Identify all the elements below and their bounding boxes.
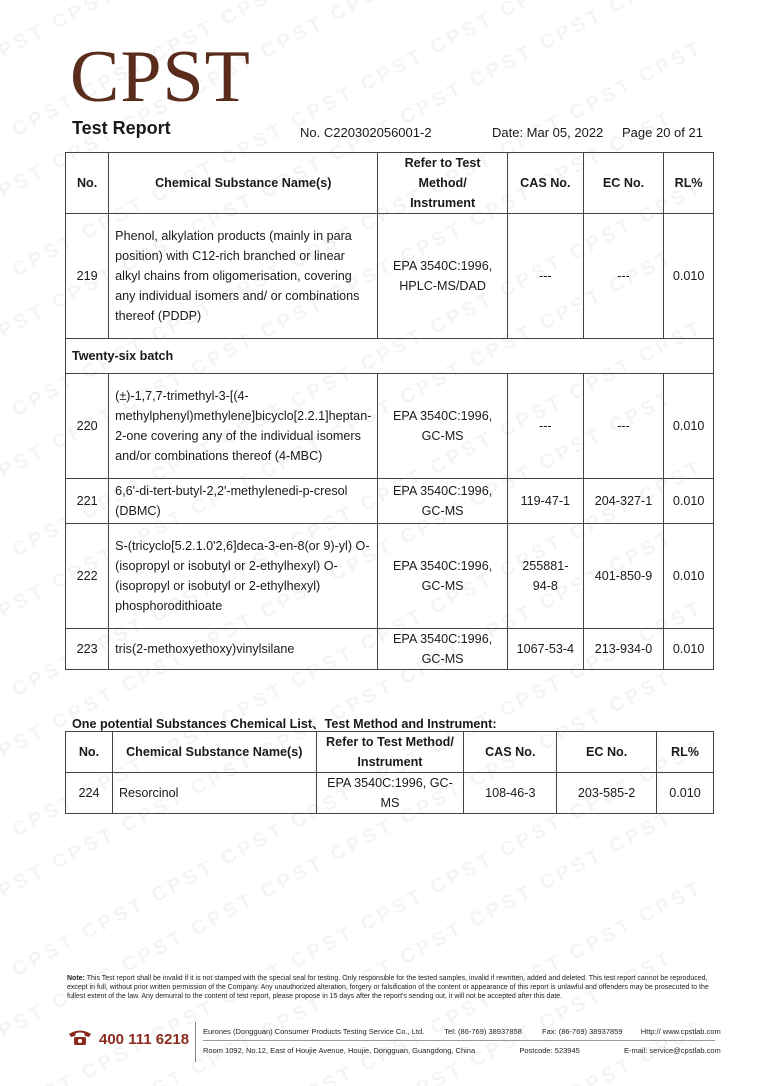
table-row: [66, 524, 714, 629]
row-cas: ---: [507, 214, 583, 339]
row-ec: 203-585-2: [557, 773, 657, 814]
row-method: EPA 3540C:1996, HPLC-MS/DAD: [378, 214, 507, 339]
table-row: [66, 374, 714, 479]
table-header-row: [66, 153, 714, 214]
header-no: No.: [66, 732, 113, 773]
report-title: Test Report: [72, 118, 171, 138]
row-method: EPA 3540C:1996, GC-MS: [378, 524, 507, 629]
row-no: 222: [66, 524, 109, 629]
row-cas: 1067-53-4: [507, 629, 583, 670]
note-text: This Test report shall be invalid if it is not stamped with the special seal for testing. Only responsible for the tested samples, invalid if rewritten, added and deleted. This test report cannot be reproduced, except in full, without prior written permission of the Company. Any unauthorized alteration, forgery or falsification of the content or appearance of this report is unlawful and offenders may be prosecuted to the fullest extent of the law. Any demurral to the content of test report, please propose in 15 days after the report's sending out, it will not be accepted after this date.: [67, 975, 709, 1000]
section-title: One potential Substances Chemical List、Test Method and Instrument:: [72, 717, 497, 731]
cpst-logo: CPST: [70, 36, 251, 118]
row-no: 219: [66, 214, 109, 339]
row-name: Phenol, alkylation products (mainly in para position) with C12-rich branched or linear alkyl chains from oligomerisation, covering any individual isomers and/ or combinations thereof (PDDP): [109, 214, 378, 339]
row-rl: 0.010: [664, 374, 714, 479]
row-rl: 0.010: [664, 629, 714, 670]
row-ec: 213-934-0: [583, 629, 663, 670]
header-ec: EC No.: [557, 732, 657, 773]
footer-line-2: [203, 1046, 721, 1055]
row-cas: 119-47-1: [507, 479, 583, 524]
row-no: 223: [66, 629, 109, 670]
row-no: 224: [66, 773, 113, 814]
row-cas: 108-46-3: [464, 773, 557, 814]
header-name: Chemical Substance Name(s): [112, 732, 316, 773]
footer-separator: [203, 1040, 715, 1041]
potential-substance-table: [65, 731, 714, 814]
email-link[interactable]: E-mail: service@cpstlab.com: [623, 1046, 721, 1055]
header-no: No.: [66, 153, 109, 214]
table-row: [66, 629, 714, 670]
header-rl: RL%: [664, 153, 714, 214]
row-method: EPA 3540C:1996, GC-MS: [378, 374, 507, 479]
row-rl: 0.010: [664, 479, 714, 524]
row-cas: 255881-94-8: [507, 524, 583, 629]
report-date: Date: Mar 05, 2022: [492, 125, 604, 140]
note-label: Note:: [67, 975, 85, 982]
page-number: Page 20 of 21: [622, 125, 703, 140]
footer-divider: [195, 1022, 196, 1062]
tel-number: Tel: (86-769) 38937858: [444, 1027, 522, 1036]
row-method: EPA 3540C:1996, GC-MS: [316, 773, 464, 814]
row-name: Resorcinol: [112, 773, 316, 814]
row-no: 220: [66, 374, 109, 479]
table-header-row: [66, 732, 714, 773]
row-ec: ---: [583, 374, 663, 479]
row-ec: 204-327-1: [583, 479, 663, 524]
company-name: Eurones (Dongguan) Consumer Products Testing Service Co., Ltd.: [203, 1027, 425, 1036]
report-number: No. C220302056001-2: [300, 125, 432, 140]
row-name: tris(2-methoxyethoxy)vinylsilane: [109, 629, 378, 670]
legal-note: [67, 974, 715, 1001]
row-cas: ---: [507, 374, 583, 479]
row-name: 6,6'-di-tert-butyl-2,2'-methylenedi-p-cresol (DBMC): [109, 479, 378, 524]
row-method: EPA 3540C:1996, GC-MS: [378, 479, 507, 524]
header-cas: CAS No.: [464, 732, 557, 773]
postcode: Postcode: 523945: [519, 1046, 580, 1055]
phone-icon: [67, 1028, 93, 1046]
fax-number: Fax: (86-769) 38937859: [542, 1027, 623, 1036]
header-ec: EC No.: [583, 153, 663, 214]
footer-line-1: [203, 1027, 721, 1036]
table-row: [66, 214, 714, 339]
header-method: Refer to Test Method/ Instrument: [316, 732, 464, 773]
table-row: [66, 479, 714, 524]
header-method: Refer to Test Method/ Instrument: [378, 153, 507, 214]
row-rl: 0.010: [664, 524, 714, 629]
row-ec: 401-850-9: [583, 524, 663, 629]
header-name: Chemical Substance Name(s): [109, 153, 378, 214]
company-address: Room 1092, No.12, East of Houjie Avenue, Houjie, Dongguan, Guangdong, China: [203, 1046, 476, 1055]
row-name: (±)-1,7,7-trimethyl-3-[(4-methylphenyl)methylene]bicyclo[2.2.1]heptan-2-one covering any of the individual isomers and/or combinations thereof (4-MBC): [109, 374, 378, 479]
watermark-row: [0, 946, 678, 1086]
website-link[interactable]: Http:// www.cpstlab.com: [640, 1027, 721, 1036]
header-rl: RL%: [657, 732, 714, 773]
batch-row: [66, 339, 714, 374]
row-rl: 0.010: [664, 214, 714, 339]
row-method: EPA 3540C:1996, GC-MS: [378, 629, 507, 670]
header-cas: CAS No.: [507, 153, 583, 214]
footer: [67, 1022, 721, 1062]
row-no: 221: [66, 479, 109, 524]
row-rl: 0.010: [657, 773, 714, 814]
substance-table: [65, 152, 714, 670]
hotline-number: 400 111 6218: [99, 1031, 190, 1048]
table-row: [66, 773, 714, 814]
row-name: S-(tricyclo[5.2.1.0'2,6]deca-3-en-8(or 9)-yl) O-(isopropyl or isobutyl or 2-ethylhexyl) O-(isopropyl or isobutyl or 2-ethylhexyl) phosphorodithioate: [109, 524, 378, 629]
batch-label: Twenty-six batch: [66, 339, 714, 374]
row-ec: ---: [583, 214, 663, 339]
